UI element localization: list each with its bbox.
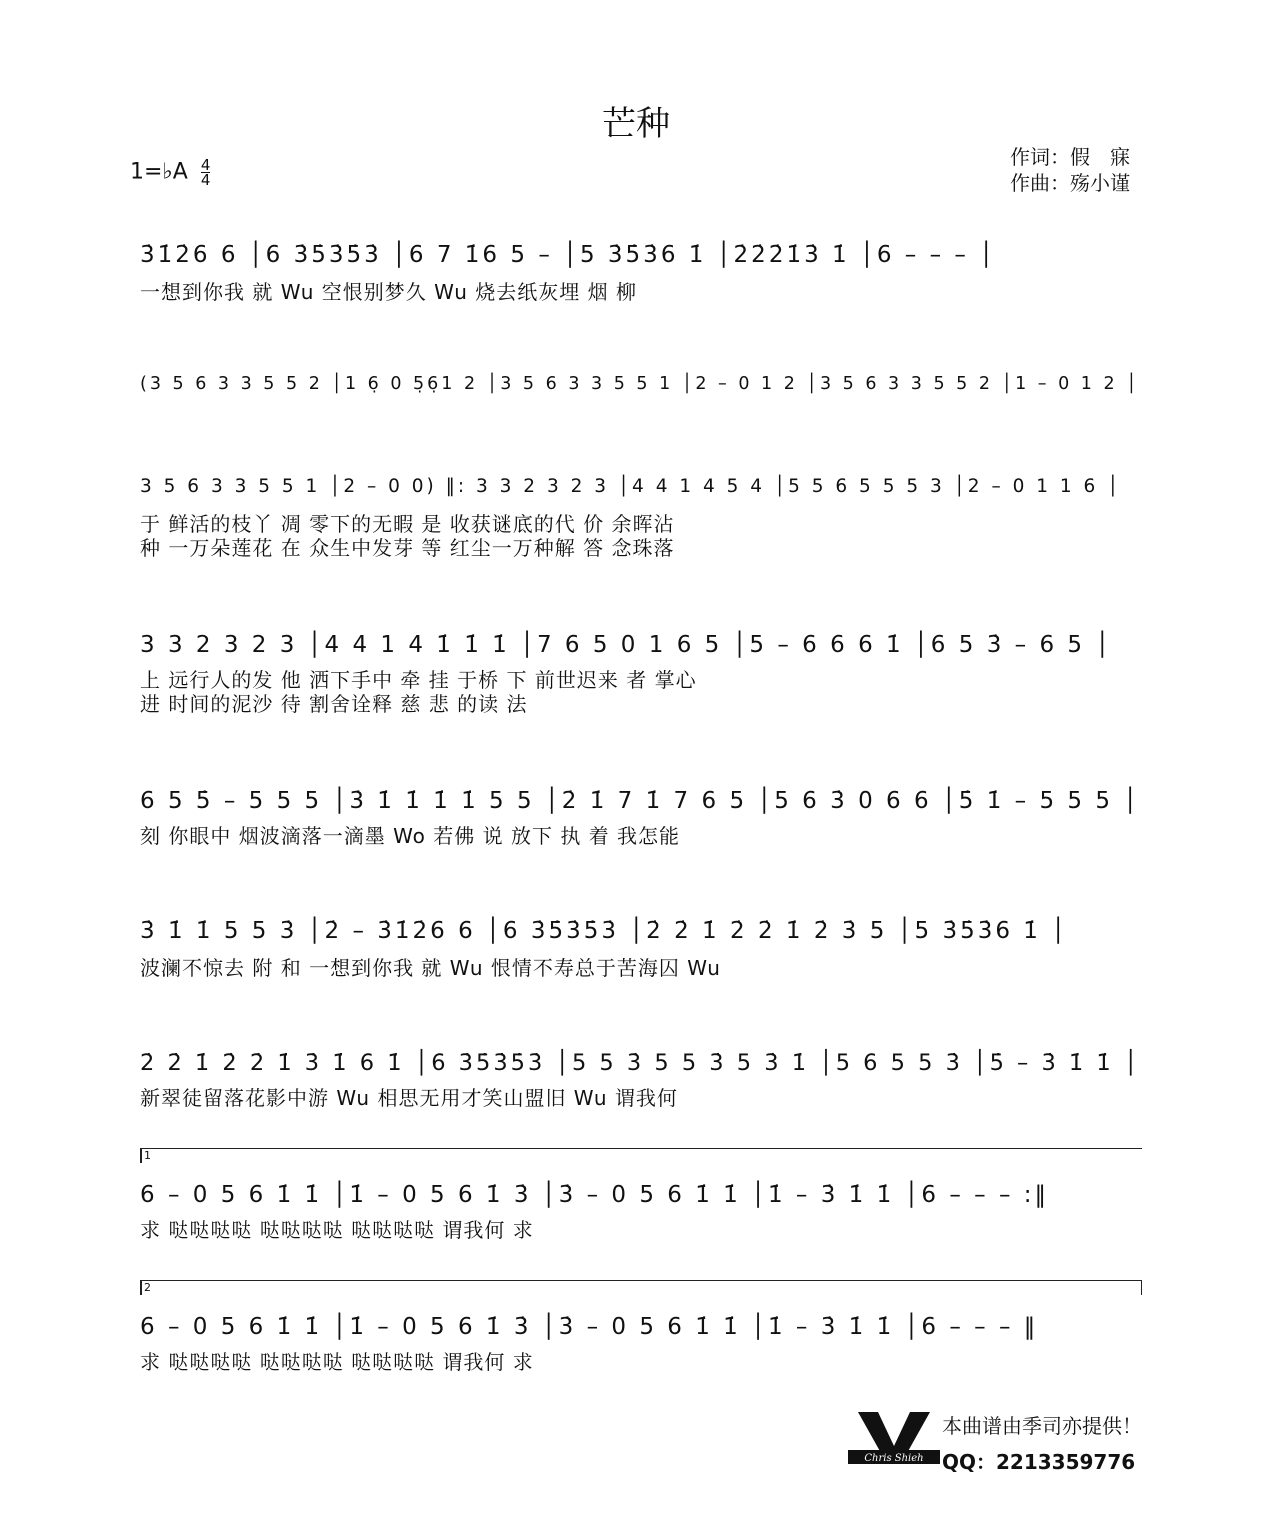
- notation-line: 3 3 2 3 2 3 │4 4 1 4 1̇ 1̇ 1̇ │7 6 5 0 1 6 5 │5 – 6 6 6 1̇ │6 5 3̇ – 6 5 │: [140, 632, 1113, 658]
- lyrics-line-1: 于 鲜活的枝丫 凋 零下的无暇 是 收获谜底的代 价 余晖沾: [140, 512, 675, 536]
- notation-line: 6 5 5̇ – 5 5 5 │3̇ 1̇ 1̇ 1̇ 1̇ 5 5 │2̇ 1̇ 7 1̇ 7 6 5 │5 6 3̇ 0 6 6 │5̇ 1̇ – 5 5 5 │: [140, 788, 1141, 814]
- score-system-1: [140, 236, 1146, 316]
- composer: 作曲：殇小谨: [1010, 171, 1130, 195]
- notation-line: 3̇1̇2̇6 6 │6 3̇5̇3̇5̇3̇ │6 7 1̇6 5 – │5 3̇5̇3̇6 1̇ │2̇2̇2̇1̇3̇ 1̇ │6 – – – │: [140, 242, 997, 268]
- provider-credit: 本曲谱由季司亦提供！: [942, 1414, 1142, 1438]
- score-system-6: [140, 912, 1146, 982]
- score-system-8: [140, 1176, 1146, 1246]
- lyrics-line-1: 波澜不惊去 附 和 一想到你我 就 Wu 恨情不寿总于苦海囚 Wu: [140, 956, 721, 980]
- lyrics-line-1: 上 远行人的发 他 洒下手中 牵 挂 于桥 下 前世迟来 者 掌心: [140, 668, 697, 692]
- notation-line: 3 5 6 3 3 5 5 1 │2 – 0 0) ‖: 3 3 2 3 2 3 │4 4 1 4 5 4 │5 5 6 5 5 5 3 │2 – 0 1 1 6 │: [140, 476, 1122, 497]
- time-signature-top: 4: [200, 156, 211, 174]
- score-system-7: [140, 1044, 1146, 1114]
- score-system-3: [140, 470, 1146, 560]
- volta-number: 1: [144, 1149, 151, 1162]
- lyrics-line-1: 求 哒哒哒哒 哒哒哒哒 哒哒哒哒 谓我何 求: [140, 1218, 534, 1242]
- volta-left-edge: [140, 1281, 142, 1295]
- score-system-4: [140, 626, 1146, 716]
- provider-logo: [848, 1412, 940, 1468]
- volta-right-edge: [1141, 1281, 1143, 1295]
- credits: [1010, 144, 1130, 196]
- notation-line: 2̇ 2̇ 1̇ 2̇ 2̇ 1̇ 3̇ 1̇ 6 1̇ │6 3̇5̇3̇5̇3̇ │5 5 3̇ 5 5 3̇ 5 3̇ 1̇ │5 6 5 5 3̇ │5̇ – 3̇ 1̇ 1̇ │: [140, 1050, 1141, 1076]
- lyrics-line-1: 求 哒哒哒哒 哒哒哒哒 哒哒哒哒 谓我何 求: [140, 1350, 534, 1374]
- notation-line: 6 – 0 5 6 1̇ 1̇ │1̇ – 0 5 6 1̇ 3̇ │3̇ – 0 5 6 1̇ 1̇ │1̇ – 3̇ 1̇ 1̇ │6 – – – :‖: [140, 1182, 1050, 1208]
- score-system-5: [140, 782, 1146, 852]
- provider-qq: QQ：2213359776: [942, 1450, 1136, 1474]
- key-signature: [130, 158, 210, 187]
- lyricist: 作词：假 寐: [1010, 145, 1130, 169]
- notation-line: (3 5 6 3 3 5 5 2 │1 6̣ 0 5̣6̣1 2 │3 5 6 3 3 5 5 1 │2 – 0 1 2 │3 5 6 3 3 5 5 2 │1 – 0 1 2 │: [140, 374, 1140, 394]
- score-system-9: [140, 1308, 1146, 1378]
- lyrics-line-1: 一想到你我 就 Wu 空恨别梦久 Wu 烧去纸灰埋 烟 柳: [140, 280, 637, 304]
- lyrics-line-2: 种 一万朵莲花 在 众生中发芽 等 红尘一万种解 答 念珠落: [140, 536, 675, 560]
- volta-number: 2: [144, 1281, 151, 1294]
- score-title: 芒种: [602, 104, 670, 144]
- lyrics-line-2: 进 时间的泥沙 待 割舍诠释 慈 悲 的读 法: [140, 692, 528, 716]
- time-signature-bottom: 4: [200, 171, 211, 189]
- notation-line: 6 – 0 5 6 1̇ 1̇ │1̇ – 0 5 6 1̇ 3̇ │3̇ – 0 5 6 1̇ 1̇ │1̇ – 3̇ 1̇ 1̇ │6 – – – ‖: [140, 1314, 1039, 1340]
- lyrics-line-1: 刻 你眼中 烟波滴落一滴墨 Wo 若佛 说 放下 执 着 我怎能: [140, 824, 681, 848]
- volta-left-edge: [140, 1149, 142, 1163]
- time-signature: [201, 158, 211, 187]
- notation-line: 3̇ 1̇ 1̇ 5 5 3̇ │2̇ – 3̇1̇2̇6 6 │6 3̇5̇3̇5̇3̇ │2̇ 2̇ 1̇ 2̇ 2̇ 1̇ 2̇ 3̇ 5 │5 3̇5̇3̇6 1̇ │: [140, 918, 1069, 944]
- lyrics-line-1: 新翠徒留落花影中游 Wu 相思无用才笑山盟旧 Wu 谓我何: [140, 1086, 678, 1110]
- key-text: 1=♭A: [130, 159, 188, 185]
- volta-bracket-2: [140, 1280, 1142, 1294]
- volta-bracket-1: [140, 1148, 1142, 1162]
- score-system-2: [140, 368, 1146, 428]
- logo-text: Chris Shieh: [864, 1453, 924, 1464]
